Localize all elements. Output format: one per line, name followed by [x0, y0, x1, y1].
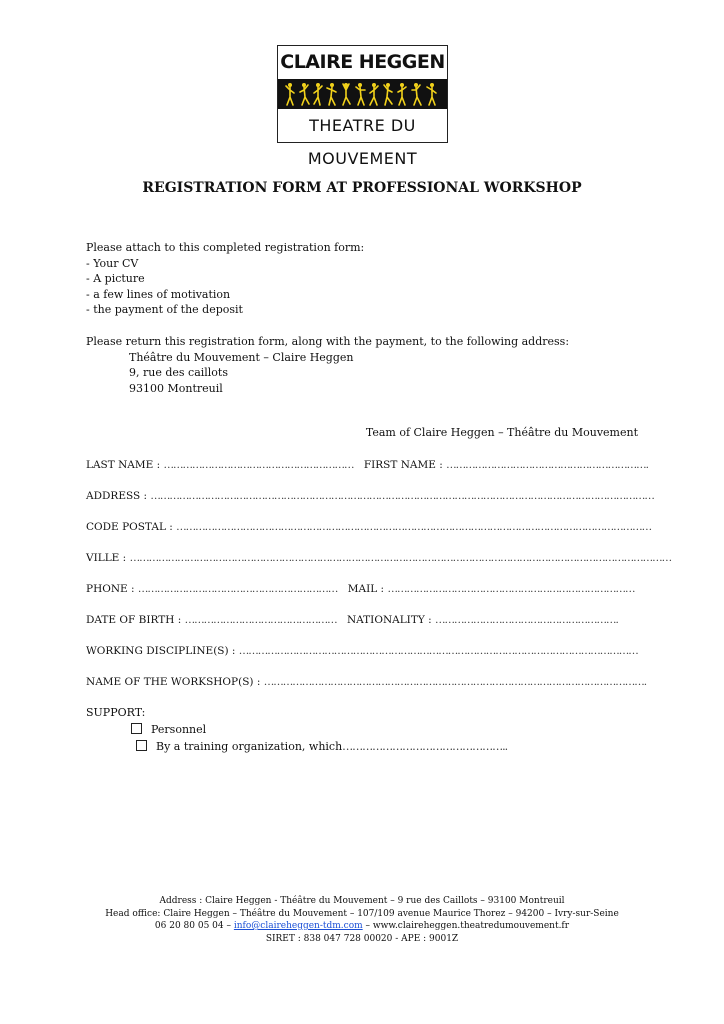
page-title: REGISTRATION FORM AT PROFESSIONAL WORKSHOP [142, 180, 582, 196]
team-signature: Team of Claire Heggen – Théâtre du Mouvement [365, 426, 638, 439]
code-postal-field[interactable]: …………………………………………………………………………………………………………………………………… [176, 521, 652, 533]
dancers-illustration [278, 79, 447, 109]
ville-label: VILLE : [86, 552, 127, 564]
footer-phone: 06 20 80 05 04 – [154, 921, 231, 931]
phone-mail-row [86, 583, 634, 595]
support-option-personnel[interactable] [131, 723, 206, 736]
attachments-instructions [86, 240, 364, 318]
footer-siret: SIRET : 838 047 728 00020 - APE : 9001Z [265, 933, 459, 944]
first-name-label: FIRST NAME : [363, 459, 443, 471]
nationality-label: NATIONALITY : [346, 614, 432, 626]
footer-website: – www.claireheggen.theatredumouvement.fr [365, 921, 570, 931]
attachment-item: - A picture [86, 272, 145, 285]
footer-email-link[interactable]: info@claireheggen-tdm.com [233, 921, 363, 931]
page-footer [0, 895, 724, 945]
first-name-field[interactable]: ………………………………………………………. [446, 459, 648, 471]
address-label: ADDRESS : [86, 490, 148, 502]
last-name-label: LAST NAME : [86, 459, 161, 471]
working-discipline-field[interactable]: ……………………………………………………………………………………………………………… [238, 645, 638, 657]
workshop-name-row [86, 676, 646, 688]
logo-name: CLAIRE HEGGEN [280, 51, 445, 73]
workshop-name-field[interactable]: …………………………………………………………………………………………………………. [263, 676, 647, 688]
attachments-heading: Please attach to this completed registration form: [86, 241, 365, 254]
company-logo [277, 45, 448, 168]
date-of-birth-field[interactable]: ………………………………………… [184, 614, 339, 626]
organization-field[interactable]: ………………………………………….. [342, 740, 508, 753]
return-instructions [86, 334, 569, 396]
phone-label: PHONE : [86, 583, 135, 595]
attachment-item: - the payment of the deposit [86, 303, 243, 316]
working-discipline-row [86, 645, 638, 657]
footer-address: Address : Claire Heggen - Théâtre du Mouvement – 9 rue des Caillots – 93100 Montreuil [159, 896, 565, 906]
address-line: 9, rue des caillots [129, 366, 228, 379]
nationality-field[interactable]: …………………………………………………. [434, 614, 618, 626]
logo-figure-band [278, 79, 447, 109]
name-row [86, 459, 648, 471]
address-line: Théâtre du Mouvement – Claire Heggen [129, 350, 354, 364]
ville-field[interactable]: ……………………………………………………………………………………………………………………………………………………… [129, 552, 672, 564]
organization-checkbox[interactable] [136, 740, 147, 751]
footer-head-office: Head office: Claire Heggen – Théâtre du Mouvement – 107/109 avenue Maurice Thorez – 94200 – Ivry-sur-Seine [105, 908, 619, 919]
logo-subtitle: THEATRE DU MOUVEMENT [307, 116, 418, 168]
code-postal-row [86, 521, 651, 533]
footer-contact [0, 920, 724, 933]
support-label: SUPPORT: [86, 706, 146, 719]
address-field[interactable]: …………………………………………………………………………………………………………………………………………… [150, 490, 654, 502]
date-of-birth-label: DATE OF BIRTH : [86, 614, 182, 626]
workshop-name-label: NAME OF THE WORKSHOP(S) : [86, 676, 261, 688]
return-heading: Please return this registration form, along with the payment, to the following address: [86, 335, 570, 348]
mail-label: MAIL : [347, 583, 385, 595]
attachment-item: - Your CV [86, 256, 139, 270]
last-name-field[interactable]: …………………………………………………… [163, 459, 356, 471]
code-postal-label: CODE POSTAL : [86, 521, 173, 533]
personnel-checkbox[interactable] [131, 723, 142, 734]
personnel-label: Personnel [151, 723, 207, 736]
birth-nationality-row [86, 614, 618, 626]
ville-row [86, 552, 671, 564]
phone-field[interactable]: ……………………………………………………… [137, 583, 340, 595]
working-discipline-label: WORKING DISCIPLINE(S) : [86, 645, 236, 657]
attachment-item: - a few lines of motivation [86, 287, 231, 301]
address-line: 93100 Montreuil [129, 381, 223, 395]
support-option-organization[interactable] [136, 740, 507, 753]
mail-field[interactable]: …………………………………………………………………… [387, 583, 635, 595]
organization-label: By a training organization, which [156, 740, 343, 753]
address-row [86, 490, 654, 502]
